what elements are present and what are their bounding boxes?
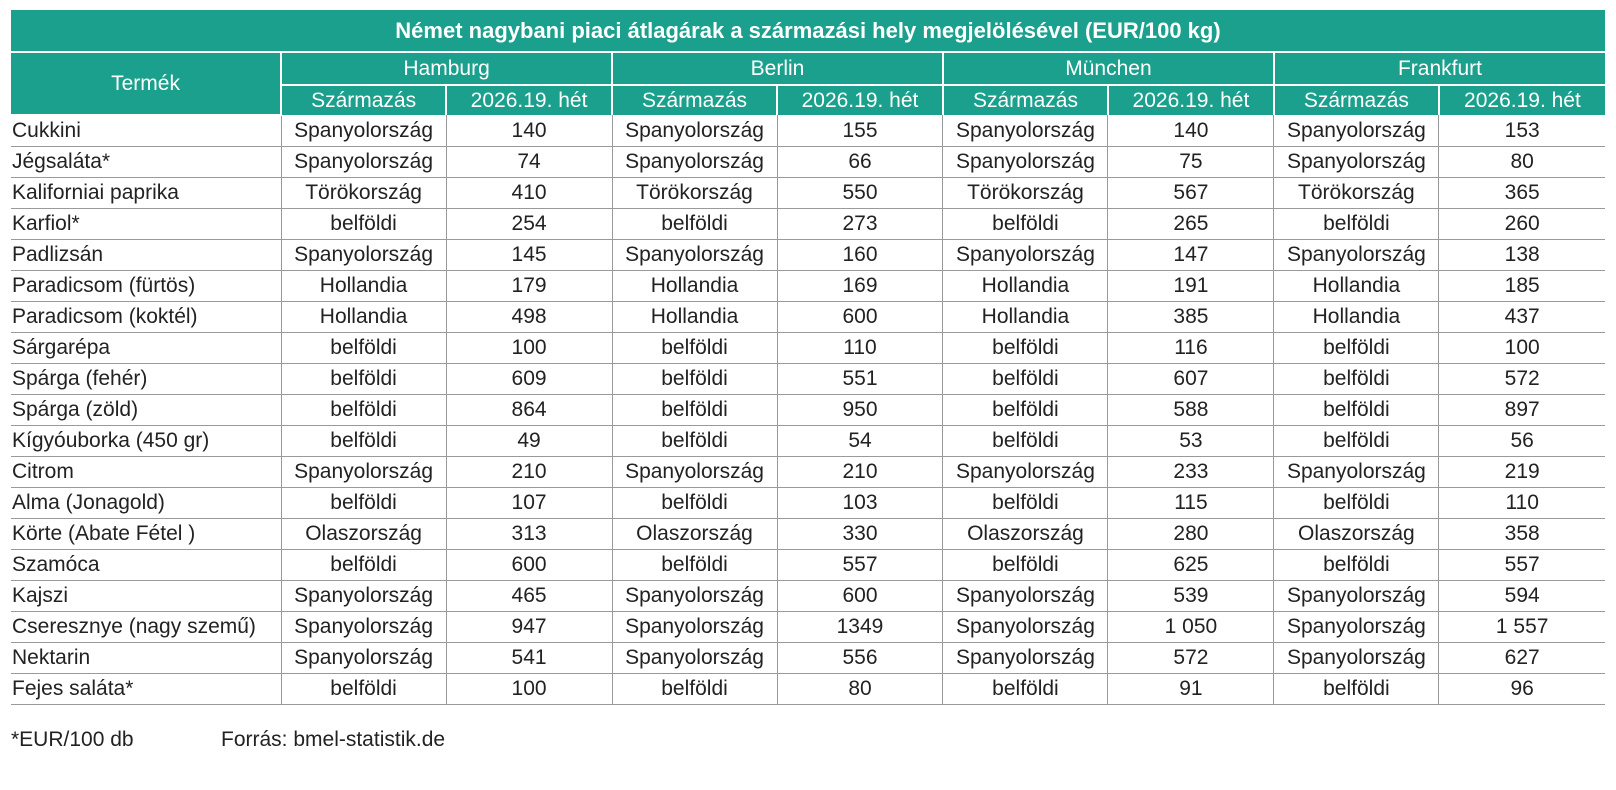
price-cell: 572 [1108,643,1274,674]
product-name-cell: Cukkini [11,115,281,147]
origin-cell: Spanyolország [281,612,446,643]
table-row [11,178,1605,209]
origin-cell: Olaszország [943,519,1108,550]
origin-header: Származás [612,85,777,115]
table-row [11,209,1605,240]
origin-cell: belföldi [943,550,1108,581]
origin-cell: Törökország [612,178,777,209]
origin-cell: Hollandia [612,271,777,302]
origin-cell: belföldi [612,395,777,426]
table-row [11,488,1605,519]
city-header-hamburg: Hamburg [281,52,612,85]
origin-cell: Spanyolország [943,240,1108,271]
origin-cell: belföldi [1274,550,1439,581]
origin-cell: Spanyolország [612,240,777,271]
origin-cell: Spanyolország [943,581,1108,612]
table-row [11,333,1605,364]
origin-cell: belföldi [943,488,1108,519]
price-cell: 557 [777,550,943,581]
price-cell: 115 [1108,488,1274,519]
week-header: 2026.19. hét [777,85,943,115]
origin-cell: Olaszország [281,519,446,550]
origin-cell: belföldi [281,395,446,426]
price-cell: 219 [1439,457,1605,488]
source-note: Forrás: bmel-statistik.de [221,728,446,751]
table-row [11,457,1605,488]
origin-cell: Spanyolország [281,240,446,271]
price-cell: 75 [1108,147,1274,178]
table-row [11,519,1605,550]
price-cell: 66 [777,147,943,178]
origin-cell: Hollandia [612,302,777,333]
table-row [11,302,1605,333]
price-cell: 1 050 [1108,612,1274,643]
origin-cell: belföldi [1274,488,1439,519]
origin-cell: belföldi [1274,395,1439,426]
origin-cell: Olaszország [612,519,777,550]
price-cell: 600 [777,581,943,612]
price-cell: 210 [446,457,612,488]
origin-cell: Spanyolország [1274,581,1439,612]
price-cell: 138 [1439,240,1605,271]
product-name-cell: Kígyóuborka (450 gr) [11,426,281,457]
product-name-cell: Szamóca [11,550,281,581]
week-header: 2026.19. hét [1108,85,1274,115]
city-header-munchen: München [943,52,1274,85]
price-cell: 588 [1108,395,1274,426]
origin-cell: Spanyolország [1274,115,1439,147]
price-cell: 116 [1108,333,1274,364]
price-cell: 100 [446,674,612,705]
table-row [11,550,1605,581]
city-header-berlin: Berlin [612,52,943,85]
week-header: 2026.19. hét [446,85,612,115]
price-cell: 625 [1108,550,1274,581]
table-row [11,364,1605,395]
origin-header: Származás [1274,85,1439,115]
price-cell: 265 [1108,209,1274,240]
origin-cell: belföldi [943,364,1108,395]
origin-cell: Spanyolország [1274,240,1439,271]
origin-cell: Spanyolország [1274,457,1439,488]
origin-cell: belföldi [281,674,446,705]
product-name-cell: Kajszi [11,581,281,612]
footnote: *EUR/100 db [11,728,134,751]
table-row [11,612,1605,643]
price-cell: 567 [1108,178,1274,209]
price-cell: 864 [446,395,612,426]
price-cell: 103 [777,488,943,519]
price-cell: 465 [446,581,612,612]
origin-cell: Spanyolország [1274,643,1439,674]
origin-cell: Spanyolország [1274,147,1439,178]
origin-cell: belföldi [943,674,1108,705]
product-name-cell: Körte (Abate Fétel ) [11,519,281,550]
product-name-cell: Karfiol* [11,209,281,240]
table-row [11,674,1605,705]
origin-cell: Hollandia [281,302,446,333]
table-body [11,115,1605,705]
price-cell: 107 [446,488,612,519]
table-row [11,426,1605,457]
price-cell: 233 [1108,457,1274,488]
price-cell: 358 [1439,519,1605,550]
product-name-cell: Citrom [11,457,281,488]
origin-cell: belföldi [1274,333,1439,364]
price-cell: 140 [1108,115,1274,147]
origin-cell: Hollandia [943,271,1108,302]
price-cell: 91 [1108,674,1274,705]
origin-cell: belföldi [1274,426,1439,457]
product-name-cell: Alma (Jonagold) [11,488,281,519]
origin-cell: belföldi [1274,209,1439,240]
origin-cell: Törökország [943,178,1108,209]
price-cell: 100 [1439,333,1605,364]
price-cell: 556 [777,643,943,674]
table-row [11,271,1605,302]
table-row [11,115,1605,147]
origin-cell: belföldi [612,333,777,364]
origin-cell: belföldi [943,333,1108,364]
origin-cell: Spanyolország [612,643,777,674]
price-cell: 74 [446,147,612,178]
price-cell: 551 [777,364,943,395]
origin-cell: belföldi [943,209,1108,240]
price-cell: 179 [446,271,612,302]
origin-cell: belföldi [612,426,777,457]
table-row [11,643,1605,674]
price-cell: 572 [1439,364,1605,395]
origin-cell: belföldi [612,674,777,705]
origin-cell: belföldi [281,488,446,519]
origin-cell: Hollandia [1274,271,1439,302]
price-cell: 437 [1439,302,1605,333]
origin-cell: Spanyolország [612,612,777,643]
product-name-cell: Jégsaláta* [11,147,281,178]
price-cell: 273 [777,209,943,240]
price-cell: 80 [1439,147,1605,178]
origin-cell: Spanyolország [281,581,446,612]
origin-cell: belföldi [612,488,777,519]
origin-cell: belföldi [281,364,446,395]
product-name-cell: Padlizsán [11,240,281,271]
price-cell: 1 557 [1439,612,1605,643]
price-cell: 313 [446,519,612,550]
price-cell: 56 [1439,426,1605,457]
price-cell: 365 [1439,178,1605,209]
origin-cell: Spanyolország [943,457,1108,488]
product-name-cell: Spárga (fehér) [11,364,281,395]
price-cell: 145 [446,240,612,271]
price-cell: 160 [777,240,943,271]
origin-cell: Spanyolország [612,457,777,488]
city-header-frankfurt: Frankfurt [1274,52,1605,85]
product-name-cell: Paradicsom (fürtös) [11,271,281,302]
price-cell: 385 [1108,302,1274,333]
product-name-cell: Fejes saláta* [11,674,281,705]
price-cell: 110 [1439,488,1605,519]
origin-cell: Spanyolország [281,457,446,488]
origin-cell: Spanyolország [943,115,1108,147]
origin-cell: belföldi [1274,674,1439,705]
price-table-container [11,10,1605,705]
price-cell: 191 [1108,271,1274,302]
table-row [11,240,1605,271]
origin-cell: Spanyolország [943,147,1108,178]
week-header: 2026.19. hét [1439,85,1605,115]
price-cell: 110 [777,333,943,364]
price-cell: 897 [1439,395,1605,426]
price-cell: 557 [1439,550,1605,581]
price-cell: 550 [777,178,943,209]
price-cell: 600 [777,302,943,333]
origin-cell: Hollandia [1274,302,1439,333]
origin-cell: Törökország [1274,178,1439,209]
price-table [11,10,1605,705]
price-cell: 950 [777,395,943,426]
price-cell: 947 [446,612,612,643]
table-footer [11,728,446,752]
price-cell: 210 [777,457,943,488]
origin-cell: Spanyolország [612,581,777,612]
price-cell: 600 [446,550,612,581]
product-column-header: Termék [11,52,281,115]
price-cell: 254 [446,209,612,240]
product-name-cell: Paradicsom (koktél) [11,302,281,333]
table-title: Német nagybani piaci átlagárak a származási hely megjelölésével (EUR/100 kg) [11,10,1605,52]
origin-header: Származás [943,85,1108,115]
product-name-cell: Spárga (zöld) [11,395,281,426]
price-cell: 140 [446,115,612,147]
origin-cell: belföldi [281,550,446,581]
origin-cell: Spanyolország [943,612,1108,643]
product-name-cell: Sárgarépa [11,333,281,364]
product-name-cell: Cseresznye (nagy szemű) [11,612,281,643]
price-cell: 1349 [777,612,943,643]
product-name-cell: Nektarin [11,643,281,674]
product-name-cell: Kaliforniai paprika [11,178,281,209]
origin-cell: belföldi [612,209,777,240]
origin-cell: Hollandia [281,271,446,302]
origin-cell: belföldi [612,550,777,581]
price-cell: 609 [446,364,612,395]
origin-cell: belföldi [612,364,777,395]
price-cell: 280 [1108,519,1274,550]
price-cell: 607 [1108,364,1274,395]
origin-header: Származás [281,85,446,115]
origin-cell: Spanyolország [281,147,446,178]
origin-cell: Spanyolország [943,643,1108,674]
origin-cell: belföldi [943,395,1108,426]
price-cell: 627 [1439,643,1605,674]
price-cell: 153 [1439,115,1605,147]
price-cell: 330 [777,519,943,550]
price-cell: 498 [446,302,612,333]
origin-cell: Spanyolország [612,147,777,178]
price-cell: 54 [777,426,943,457]
origin-cell: Hollandia [943,302,1108,333]
price-cell: 169 [777,271,943,302]
table-row [11,581,1605,612]
origin-cell: belföldi [281,333,446,364]
price-cell: 541 [446,643,612,674]
origin-cell: Spanyolország [281,115,446,147]
price-cell: 96 [1439,674,1605,705]
origin-cell: belföldi [281,209,446,240]
origin-cell: Spanyolország [1274,612,1439,643]
price-cell: 100 [446,333,612,364]
price-cell: 53 [1108,426,1274,457]
price-cell: 155 [777,115,943,147]
price-cell: 49 [446,426,612,457]
price-cell: 80 [777,674,943,705]
price-cell: 539 [1108,581,1274,612]
origin-cell: belföldi [1274,364,1439,395]
price-cell: 147 [1108,240,1274,271]
origin-cell: belföldi [281,426,446,457]
price-cell: 410 [446,178,612,209]
table-row [11,395,1605,426]
price-cell: 185 [1439,271,1605,302]
price-cell: 594 [1439,581,1605,612]
origin-cell: belföldi [943,426,1108,457]
origin-cell: Spanyolország [612,115,777,147]
table-row [11,147,1605,178]
origin-cell: Törökország [281,178,446,209]
origin-cell: Olaszország [1274,519,1439,550]
origin-cell: Spanyolország [281,643,446,674]
price-cell: 260 [1439,209,1605,240]
